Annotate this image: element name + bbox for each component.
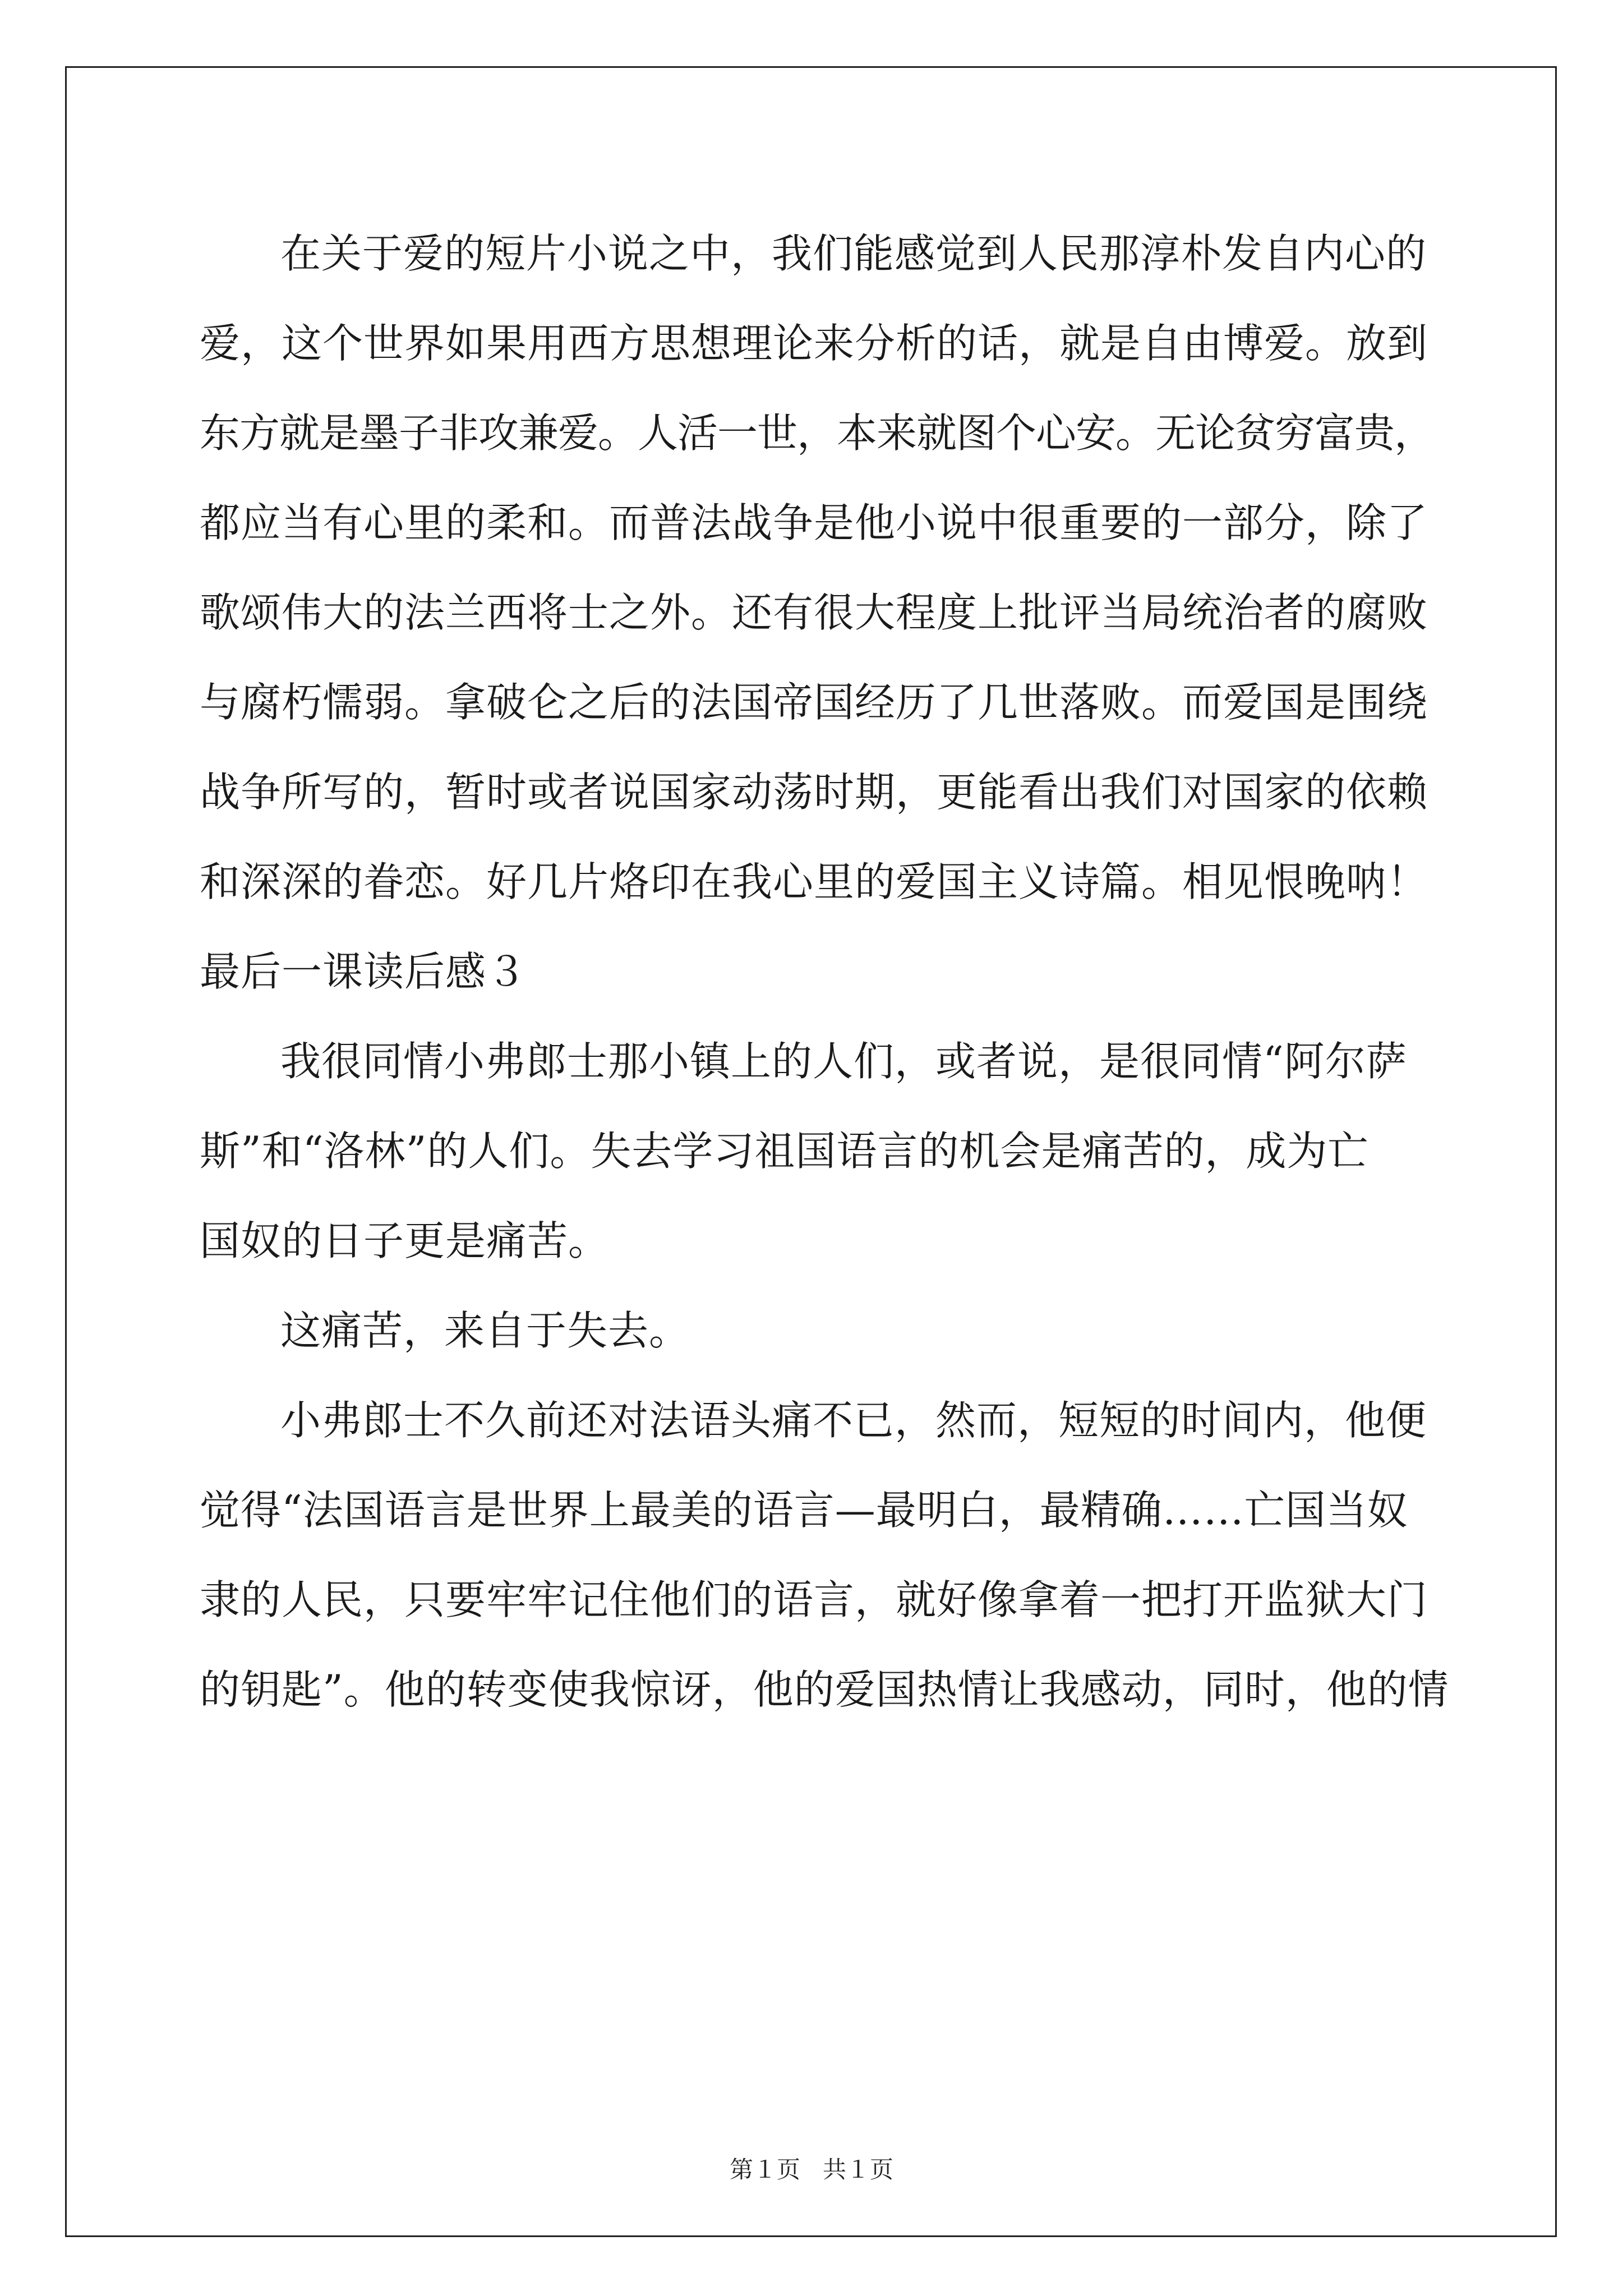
paragraph-line: 斯”和“洛林”的人们。失去学习祖国语言的机会是痛苦的，成为亡 [200,1128,1369,1175]
paragraph-line: 隶的人民，只要牢牢记住他们的语言，就好像拿着一把打开监狱大门 [200,1576,1428,1623]
paragraph-line: 我很同情小弗郎士那小镇上的人们，或者说，是很同情“阿尔萨 [280,1038,1407,1085]
paragraph-line: 这痛苦，来自于失去。 [280,1307,690,1354]
document-body [200,209,1449,1734]
paragraph-line: 战争所写的，暂时或者说国家动荡时期，更能看出我们对国家的依赖 [200,769,1428,816]
page-total: 共１页 [823,2156,894,2183]
paragraph-line: 歌颂伟大的法兰西将士之外。还有很大程度上批评当局统治者的腐败 [200,589,1428,636]
paragraph-line: 国奴的日子更是痛苦。 [200,1217,610,1264]
paragraph-line: 的钥匙”。他的转变使我惊讶，他的爱国热情让我感动，同时，他的情 [200,1666,1449,1713]
paragraph-line: 和深深的眷恋。好几片烙印在我心里的爱国主义诗篇。相见恨晚呐！ [200,858,1428,905]
page-footer [0,2153,1623,2187]
paragraph-line: 都应当有心里的柔和。而普法战争是他小说中很重要的一部分，除了 [200,499,1428,546]
paragraph-line: 觉得“法国语言是世界上最美的语言—最明白，最精确……亡国当奴 [200,1487,1408,1534]
page-number: 第１页 [729,2156,800,2183]
paragraph-line: 在关于爱的短片小说之中，我们能感觉到人民那淳朴发自内心的 [280,230,1427,277]
paragraph-line: 爱，这个世界如果用西方思想理论来分析的话，就是自由博爱。放到 [200,320,1428,367]
paragraph-line: 东方就是墨子非攻兼爱。人活一世，本来就图个心安。无论贫穷富贵， [200,409,1435,457]
paragraph-line: 小弗郎士不久前还对法语头痛不已，然而，短短的时间内，他便 [280,1397,1427,1444]
paragraph-line: 与腐朽懦弱。拿破仑之后的法国帝国经历了几世落败。而爱国是围绕 [200,679,1428,726]
section-heading: 最后一课读后感３ [200,948,528,995]
